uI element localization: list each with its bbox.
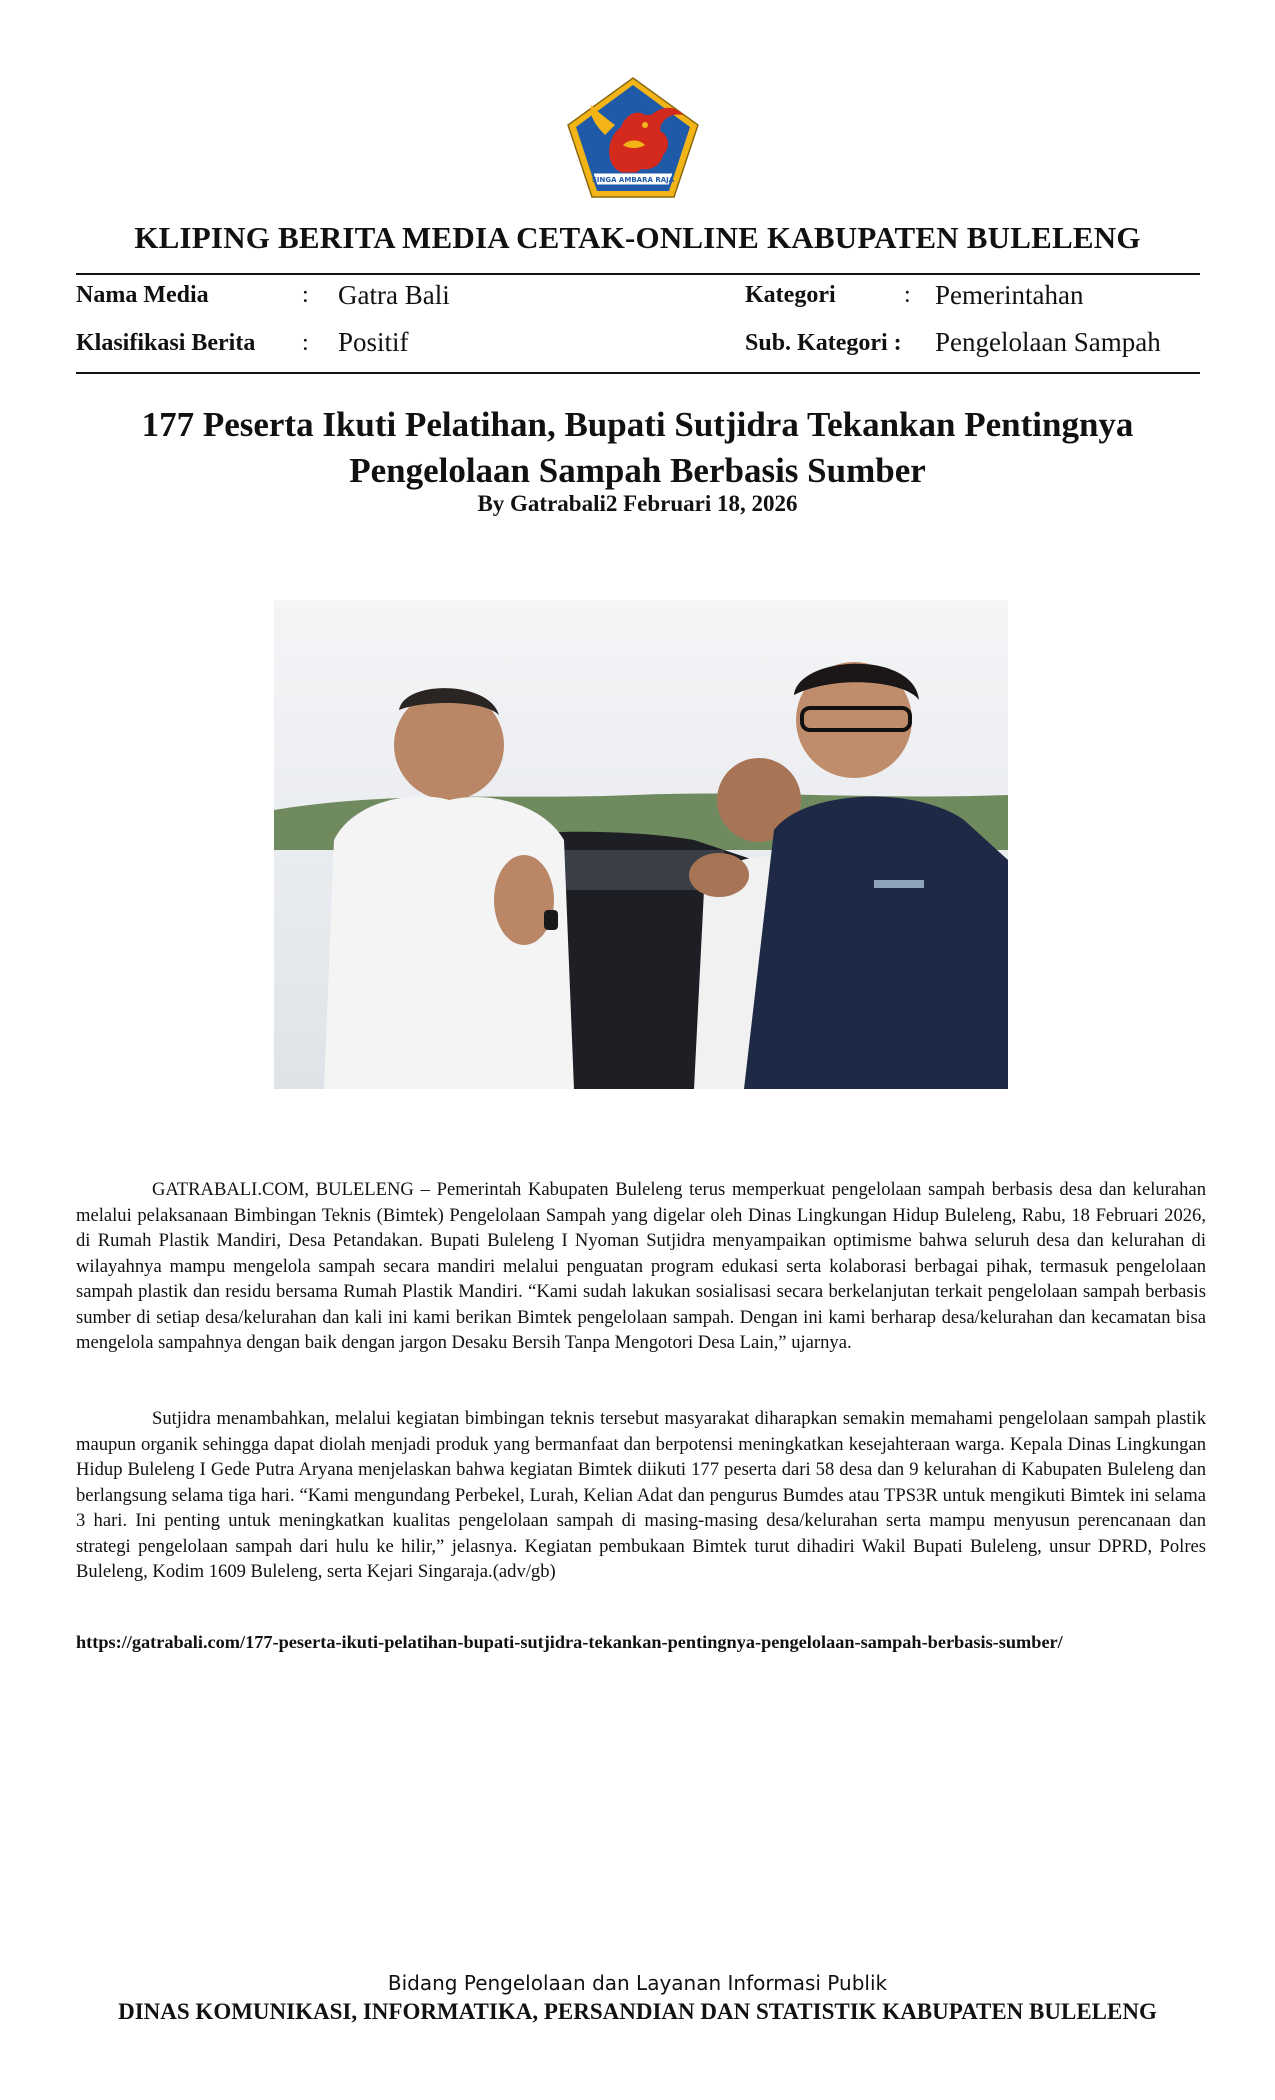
article-paragraph-1 <box>76 1177 1206 1356</box>
article-title <box>76 402 1199 494</box>
article-byline: By Gatrabali2 Februari 18, 2026 <box>477 491 798 516</box>
subkategori-value: Pengelolaan Sampah <box>935 327 1161 357</box>
media-label: Nama Media <box>76 282 209 308</box>
header-rule-top <box>76 273 1200 275</box>
buleleng-crest-logo <box>565 75 701 200</box>
article-paragraph-2 <box>76 1406 1206 1585</box>
article-title-line-2: Pengelolaan Sampah Berbasis Sumber <box>349 451 926 490</box>
article-paragraph-1-text: GATRABALI.COM, BULELENG – Pemerintah Kabupaten Buleleng terus memperkuat pengelolaan sampah berbasis desa dan kelurahan melalui pelaksanaan Bimbingan Teknis (Bimtek) Pengelolaan Sampah yang digelar oleh Dinas Lingkungan Hidup Buleleng, Rabu, 18 Februari 2026, di Rumah Plastik Mandiri, Desa Petandakan. Bupati Buleleng I Nyoman Sutjidra menyampaikan optimisme bahwa seluruh desa dan kelurahan di wilayahnya mampu mengelola sampah secara mandiri melalui penguatan program edukasi serta kolaborasi berbagai pihak, termasuk pengelolaan sampah plastik dan residu bersama Rumah Plastik Mandiri. “Kami sudah lakukan sosialisasi secara berkelanjutan terkait pengelolaan sampah berbasis sumber di setiap desa/kelurahan dan kali ini kami berikan Bimtek pengelolaan sampah. Dengan ini kami berharap desa/kelurahan dan kecamatan bisa mengelola sampahnya dengan baik dengan jargon Desaku Bersih Tanpa Mengotori Desa Lain,” ujarnya. <box>76 1179 1206 1353</box>
kategori-label: Kategori <box>745 282 836 308</box>
article-source-url[interactable]: https://gatrabali.com/177-peserta-ikuti-pelatihan-bupati-sutjidra-tekankan-pentingnya-pengelolaan-sampah-berbasis-sumber/ <box>76 1632 1063 1652</box>
clipping-header-title: KLIPING BERITA MEDIA CETAK-ONLINE KABUPATEN BULELENG <box>134 220 1141 255</box>
kategori-colon: : <box>904 282 911 308</box>
subkategori-label: Sub. Kategori : <box>745 330 902 356</box>
article-paragraph-2-text: Sutjidra menambahkan, melalui kegiatan bimbingan teknis tersebut masyarakat diharapkan semakin memahami pengelolaan sampah plastik maupun organik sehingga dapat diolah menjadi produk yang bermanfaat dan berpotensi meningkatkan kesejahteraan warga. Kepala Dinas Lingkungan Hidup Buleleng I Gede Putra Aryana menjelaskan bahwa kegiatan Bimtek diikuti 177 peserta dari 58 desa dan 9 kelurahan di Kabupaten Buleleng dan berlangsung selama tiga hari. “Kami mengundang Perbekel, Lurah, Kelian Adat dan pengurus Bumdes atau TPS3R untuk mengikuti Bimtek ini selama 3 hari. Ini penting untuk meningkatkan kualitas pengelolaan sampah di masing-masing desa/kelurahan serta mampu menyusun perencanaan dan strategi pengelolaan sampah dari hulu ke hilir,” jelasnya. Kegiatan pembukaan Bimtek turut dihadiri Wakil Bupati Buleleng, unsur DPRD, Polres Buleleng, Kodim 1609 Buleleng, serta Kejari Singaraja.(adv/gb) <box>76 1408 1206 1582</box>
header-rule-bottom <box>76 372 1200 374</box>
kategori-value: Pemerintahan <box>935 280 1084 310</box>
klasifikasi-value: Positif <box>338 327 409 357</box>
footer-division: Bidang Pengelolaan dan Layanan Informasi Publik <box>387 1971 888 1995</box>
media-value: Gatra Bali <box>338 280 450 310</box>
media-colon: : <box>302 282 309 308</box>
klasifikasi-colon: : <box>302 330 309 356</box>
article-title-line-1: 177 Peserta Ikuti Pelatihan, Bupati Sutjidra Tekankan Pentingnya <box>141 405 1134 444</box>
footer-agency: DINAS KOMUNIKASI, INFORMATIKA, PERSANDIAN DAN STATISTIK KABUPATEN BULELENG <box>118 1999 1157 2024</box>
logo-caption: SINGA AMBARA RAJA <box>591 176 675 184</box>
klasifikasi-label: Klasifikasi Berita <box>76 330 256 356</box>
article-photo <box>274 600 1008 1089</box>
